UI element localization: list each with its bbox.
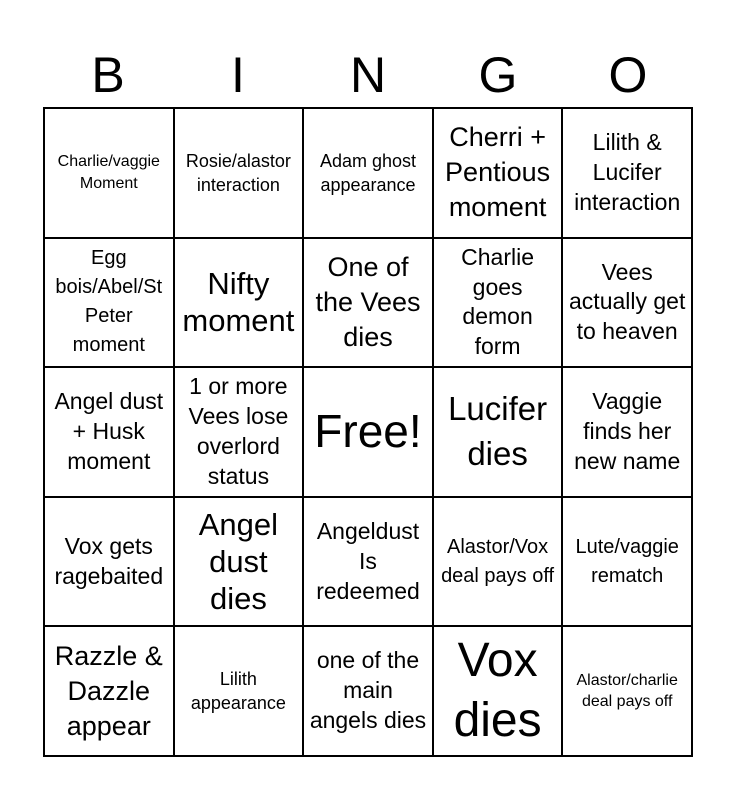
cell-text: Razzle & Dazzle appear (54, 640, 163, 741)
cell-text: Vox gets ragebaited (54, 532, 164, 589)
cell-text: Angel dust dies (198, 506, 279, 617)
cell-text: Charlie goes demon form (461, 243, 535, 360)
bingo-cell[interactable] (174, 367, 304, 497)
cell-text: Lute/vaggie rematch (575, 535, 679, 587)
header-letter-n: N (349, 47, 387, 103)
bingo-board (43, 107, 693, 757)
header-letter-o: O (608, 47, 648, 103)
bingo-cell[interactable] (562, 626, 692, 756)
cell-text: Vaggie finds her new name (574, 388, 681, 474)
bingo-cell[interactable] (433, 108, 563, 238)
bingo-cell[interactable] (174, 108, 304, 238)
bingo-cell[interactable] (562, 367, 692, 497)
cell-text: Charlie/vaggie Moment (57, 153, 160, 192)
cell-text: Lilith & Lucifer interaction (574, 128, 681, 215)
bingo-cell[interactable] (562, 108, 692, 238)
cell-text: One of the Vees dies (315, 251, 421, 352)
bingo-cell[interactable] (44, 367, 174, 497)
cell-text: Angeldust Is redeemed (316, 517, 420, 604)
cell-text: Nifty moment (182, 266, 295, 339)
bingo-cell[interactable] (303, 238, 433, 368)
cell-text: Cherri + Pentious moment (445, 122, 551, 223)
cell-text: Alastor/Vox deal pays off (441, 535, 555, 587)
free-space[interactable] (303, 367, 433, 497)
bingo-header (43, 42, 693, 108)
header-letter-i: I (231, 47, 245, 103)
bingo-cell[interactable] (174, 626, 304, 756)
bingo-cell[interactable] (44, 238, 174, 368)
cell-text: one of the main angels dies (309, 647, 427, 734)
cell-text: Free! (314, 405, 422, 458)
cell-text: Vox dies (453, 634, 542, 748)
bingo-cell[interactable] (433, 626, 563, 756)
bingo-cell[interactable] (562, 497, 692, 627)
cell-text: Lucifer dies (448, 390, 548, 472)
cell-text: Vees actually get to heaven (569, 258, 686, 345)
cell-text: Egg bois/Abel/St Peter moment (55, 247, 163, 357)
bingo-cell[interactable] (44, 626, 174, 756)
bingo-cell[interactable] (174, 497, 304, 627)
cell-text: 1 or more Vees lose overlord status (188, 373, 289, 489)
bingo-cell[interactable] (433, 497, 563, 627)
header-letter-b: B (91, 47, 125, 103)
cell-text: Angel dust + Husk moment (54, 388, 164, 474)
bingo-cell[interactable] (303, 497, 433, 627)
bingo-cell[interactable] (44, 497, 174, 627)
bingo-cell[interactable] (174, 238, 304, 368)
cell-text: Lilith appearance (190, 668, 286, 714)
bingo-cell[interactable] (303, 108, 433, 238)
bingo-cell[interactable] (44, 108, 174, 238)
cell-text: Alastor/charlie deal pays off (576, 671, 678, 711)
cell-text: Adam ghost appearance (319, 150, 417, 195)
header-letter-g: G (478, 47, 518, 103)
bingo-cell[interactable] (433, 238, 563, 368)
bingo-cell[interactable] (562, 238, 692, 368)
bingo-cell[interactable] (303, 626, 433, 756)
bingo-cell[interactable] (433, 367, 563, 497)
cell-text: Rosie/alastor interaction (185, 150, 291, 195)
